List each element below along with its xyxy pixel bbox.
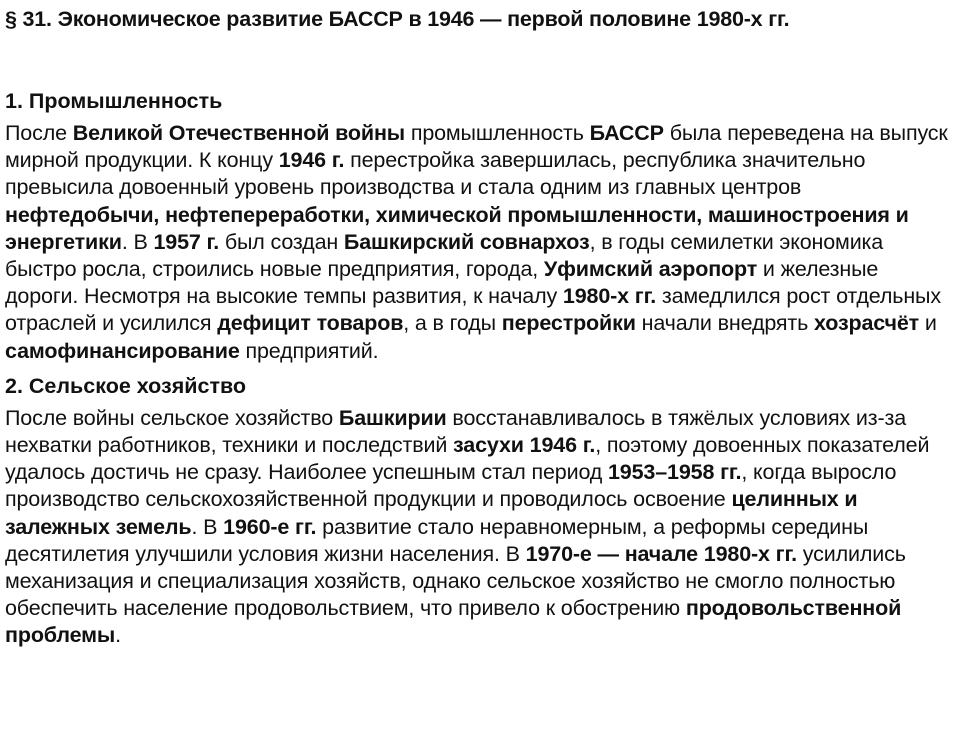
bold-term: 1980-х гг. (562, 284, 657, 309)
text-run: был создан (219, 229, 344, 254)
text-run: замедлился рост отдельных отраслей и усилился (5, 284, 941, 336)
bold-term: перестройки (501, 311, 636, 336)
bold-term: целинных и залежных земель (5, 487, 858, 539)
bold-term: БАССР (589, 121, 664, 145)
bold-term: дефицит товаров (217, 311, 404, 336)
bold-term: 1957 г. (153, 229, 220, 254)
text-run: . (115, 623, 121, 648)
text-run: восстанавливалось в тяжёлых условиях из-за нехватки работников, техники и последствий (5, 405, 907, 458)
bold-term: 1960-е гг. (223, 514, 317, 539)
text-run: и (919, 311, 937, 336)
text-run: и железные дороги. Несмотря на высокие темпы развития, к началу (5, 257, 879, 309)
text-run: , а в годы (403, 311, 502, 336)
bold-term: засухи 1946 г. (453, 433, 596, 458)
text-run: , в годы семилетки экономика быстро росла, строились новые предприятия, города, (5, 229, 884, 282)
section-paragraph-agriculture (5, 405, 952, 650)
bold-term: 1953–1958 гг. (608, 460, 742, 485)
bold-term: Уфимский аэропорт (543, 257, 758, 282)
section-paragraph-industry (5, 120, 952, 365)
text-run: После войны сельское хозяйство (5, 405, 339, 430)
section-heading-agriculture: 2. Сельское хозяйство (5, 373, 247, 398)
text-run: После (5, 121, 73, 145)
page-title: § 31. Экономическое развитие БАССР в 1946 — первой половине 1980-х гг. (5, 7, 790, 31)
text-run: . В (191, 514, 224, 539)
section-heading-industry: 1. Промышленность (5, 89, 223, 113)
bold-term: 1946 г. (278, 148, 345, 173)
bold-term: самофинансирование (5, 338, 240, 363)
bold-term: хозрасчёт (813, 311, 920, 336)
text-run: , поэтому довоенных показателей удалось достичь не сразу. Наиболее успешным стал период (5, 433, 930, 485)
text-run: перестройка завершилась, республика значительно превысила довоенный уровень производства и стала одним из главных центров (5, 148, 866, 200)
text-run: была переведена на выпуск мирной продукции. К концу (5, 121, 948, 173)
text-run: промышленность (405, 121, 590, 145)
bold-term: Великой Отечественной войны (72, 121, 405, 145)
text-run: . В (121, 229, 154, 254)
bold-term: Башкирский совнархоз (343, 229, 590, 254)
bold-term: продовольственной проблемы (5, 596, 902, 648)
bold-term: нефтедобычи, нефтепереработки, химической промышленности, машиностроения и энергетики (5, 202, 909, 254)
text-run: предприятий. (239, 338, 379, 363)
text-run: развитие стало неравномерным, а реформы середины десятилетия улучшили условия жизни населения. В (5, 514, 869, 566)
bold-term: Башкирии (338, 405, 447, 430)
text-run: , когда выросло производство сельскохозяйственной продукции и проводилось освоение (5, 460, 897, 512)
bold-term: 1970-е — начале 1980-х гг. (525, 541, 797, 566)
text-run: начали внедрять (635, 311, 814, 336)
text-run: усилились механизация и специализация хозяйств, однако сельское хозяйство не смогло полностью обеспечить население продовольствием, что привело к обострению (5, 541, 906, 621)
